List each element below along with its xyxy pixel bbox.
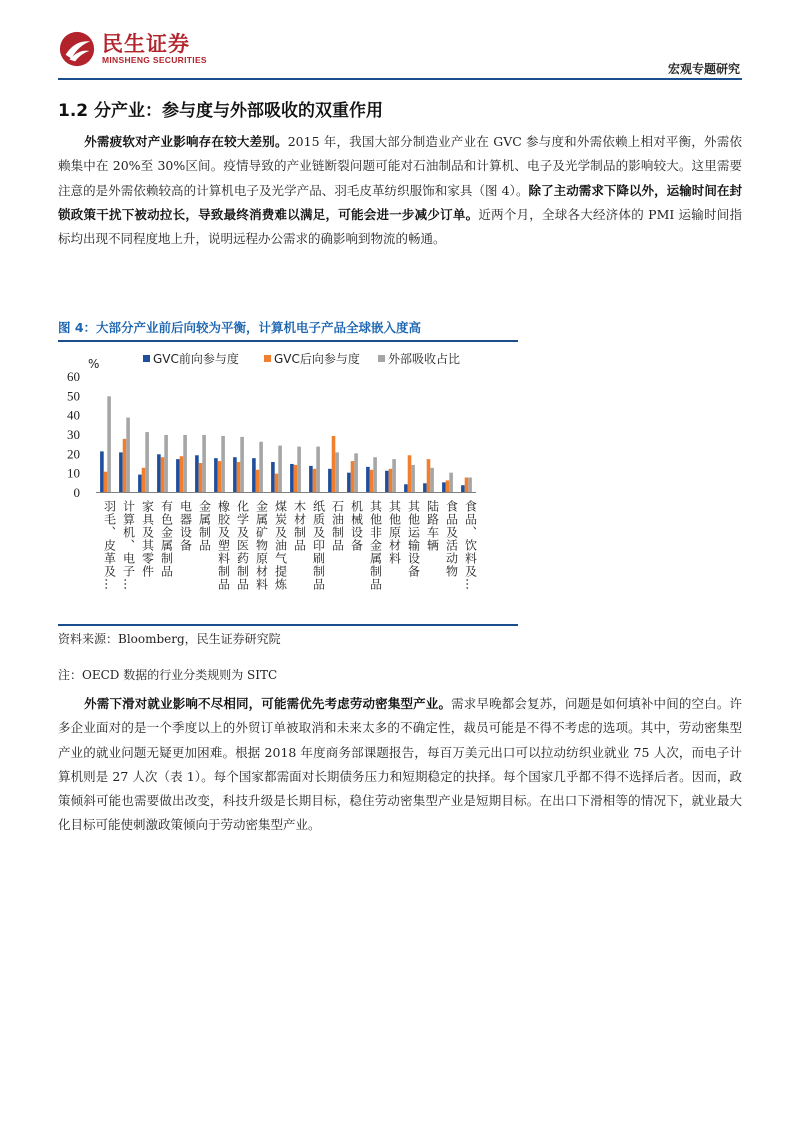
brand-logo xyxy=(58,30,207,68)
bar xyxy=(233,457,237,492)
bar xyxy=(392,459,396,492)
bar xyxy=(423,483,427,492)
header-divider xyxy=(58,78,742,80)
bar xyxy=(199,463,203,492)
bar xyxy=(389,469,393,492)
report-type: 宏观专题研究 xyxy=(667,62,740,76)
bar xyxy=(408,455,412,492)
bar xyxy=(145,432,149,492)
bar xyxy=(126,418,130,492)
page-header xyxy=(0,0,800,80)
bar xyxy=(449,473,453,492)
bar-chart xyxy=(58,342,518,624)
bar xyxy=(354,453,358,492)
bar xyxy=(294,465,298,492)
category-label: 其他非金属制品 xyxy=(368,500,383,591)
paragraph-2 xyxy=(58,692,742,838)
bar xyxy=(240,437,244,492)
y-tick-label: 0 xyxy=(73,485,80,500)
bar xyxy=(180,456,184,492)
bar xyxy=(157,454,161,492)
category-label: 其他运输设备 xyxy=(406,500,421,578)
section-title: 1.2 分产业：参与度与外部吸收的双重作用 xyxy=(58,101,384,121)
bar xyxy=(259,442,263,492)
bar xyxy=(176,459,180,492)
bar xyxy=(446,480,450,492)
bar xyxy=(214,458,218,492)
paragraph-1-body: 2015 年，我国大部分制造业产业在 GVC 参与度和外需依赖上相对平衡，外需依赖集中在 20%至 30%区间。疫情导致的产业链断裂问题可能对石油制品和计算机、电子及光学制品的影响较大。这里需要注意的是外需依赖较高的计算机电子及光学产品、羽毛皮革纺织服饰和家具（图 4）。 xyxy=(58,134,742,198)
bar xyxy=(256,470,260,492)
bar xyxy=(351,461,355,492)
bar xyxy=(221,436,225,492)
bar xyxy=(290,464,294,492)
bar xyxy=(195,455,199,492)
category-label: 计算机、电子… xyxy=(121,500,136,591)
bar xyxy=(468,478,472,493)
paragraph-2-body: 需求早晚都会复苏，问题是如何填补中间的空白。许多企业面对的是一个季度以上的外贸订单被取消和未来太多的不确定性，裁员可能是不得不考虑的选项。其中，劳动密集型产业的就业问题无疑更加困难。根据 2018 年度商务部课题报告，每百万美元出口可以拉动纺织业就业 75 人次，而电子计算机则是 27 人次（表 1）。每个国家都需面对长期债务压力和短期稳定的抉择。每个国家几乎都不得不选择后者。因而，政策倾斜可能也需要做出改变，科技升级是长期目标，稳住劳动密集型产业是短期目标。在出口下滑相等的情况下，就业最大化目标可能使刺激政策倾向于劳动密集型产业。 xyxy=(58,696,742,833)
category-label: 橡胶及塑料制品 xyxy=(216,500,231,591)
bar xyxy=(237,462,241,492)
brand-name-en: MINSHENG SECURITIES xyxy=(102,55,207,65)
paragraph-1-bold: 除了主动需求下降以外，运输时间在封锁政策干扰下被动拉长，导致最终消费难以满足，可能会进一步减少订单。 xyxy=(58,182,742,222)
category-label: 煤炭及油气提炼 xyxy=(273,500,288,591)
figure-note: 注：OECD 数据的行业分类规则为 SITC xyxy=(58,668,278,682)
bar xyxy=(252,458,256,492)
bar xyxy=(430,468,434,492)
category-label: 金属矿物原材料 xyxy=(254,500,269,591)
bar xyxy=(461,485,465,492)
figure-title: 图 4：大部分产业前后向较为平衡，计算机电子产品全球嵌入度高 xyxy=(58,320,422,335)
bar xyxy=(442,482,446,492)
legend-swatch xyxy=(264,355,271,362)
bar xyxy=(427,459,431,492)
bar xyxy=(119,452,123,492)
legend-label: GVC后向参与度 xyxy=(274,352,360,366)
legend-swatch xyxy=(143,355,150,362)
paragraph-1-tail: 近两个月，全球各大经济体的 PMI 运输时间指标均出现不同程度地上升，说明远程办公需求的确影响到物流的畅通。 xyxy=(58,206,742,247)
bar xyxy=(385,471,389,492)
bar xyxy=(465,478,469,493)
y-tick-label: 50 xyxy=(67,388,80,404)
legend-label: GVC前向参与度 xyxy=(153,352,239,366)
bar xyxy=(161,457,165,492)
category-label: 电器设备 xyxy=(178,500,193,552)
category-label: 其他原材料 xyxy=(387,500,402,565)
bar xyxy=(347,473,351,492)
bar xyxy=(366,467,370,492)
category-label: 陆路车辆 xyxy=(425,500,440,552)
bar xyxy=(164,435,168,492)
bar xyxy=(104,472,108,492)
y-tick-label: 20 xyxy=(67,446,80,462)
bar xyxy=(275,474,279,492)
bar xyxy=(328,469,332,492)
bar xyxy=(183,435,187,492)
bar xyxy=(100,451,104,492)
figure-source: 资料来源：Bloomberg，民生证券研究院 xyxy=(58,632,281,646)
y-axis-label: % xyxy=(88,357,100,371)
bar xyxy=(335,452,339,492)
bar xyxy=(309,466,313,492)
bar xyxy=(373,457,377,492)
bar xyxy=(123,439,127,492)
bar xyxy=(142,468,146,492)
bar xyxy=(107,396,111,492)
bar xyxy=(316,447,320,492)
brand-logo-icon xyxy=(58,30,96,68)
category-label: 金属制品 xyxy=(197,500,212,552)
category-label: 家具及其零件 xyxy=(140,500,155,578)
bar xyxy=(297,447,301,492)
paragraph-2-lead: 外需下滑对就业影响不尽相同，可能需优先考虑劳动密集型产业。 xyxy=(84,696,452,711)
category-label: 羽毛、皮革及… xyxy=(102,500,117,591)
category-label: 机械设备 xyxy=(349,500,364,552)
y-tick-label: 40 xyxy=(67,407,80,423)
bar xyxy=(404,484,408,492)
category-label: 石油制品 xyxy=(330,500,345,552)
y-tick-label: 10 xyxy=(67,465,80,481)
bar xyxy=(278,446,282,492)
bar xyxy=(370,470,374,492)
category-label: 食品、饮料及… xyxy=(463,500,478,591)
bar xyxy=(313,469,317,492)
y-tick-label: 30 xyxy=(67,427,80,442)
category-label: 食品及活动物 xyxy=(444,500,459,578)
bar xyxy=(271,462,275,492)
paragraph-1 xyxy=(58,130,742,251)
brand-name-cn: 民生证券 xyxy=(102,32,190,56)
category-label: 有色金属制品 xyxy=(159,500,174,578)
category-label: 化学及医药制品 xyxy=(235,500,250,591)
y-tick-label: 60 xyxy=(67,369,80,384)
category-label: 纸质及印刷制品 xyxy=(311,500,326,591)
legend-swatch xyxy=(378,355,385,362)
legend-label: 外部吸收占比 xyxy=(388,352,461,366)
bar xyxy=(202,435,206,492)
bar xyxy=(332,436,336,492)
bar xyxy=(138,475,142,492)
bar xyxy=(218,461,222,492)
bar xyxy=(411,465,415,492)
figure-bottom-rule xyxy=(58,624,518,626)
category-label: 木材制品 xyxy=(292,500,307,552)
paragraph-1-lead: 外需疲软对产业影响存在较大差别。 xyxy=(84,134,288,149)
